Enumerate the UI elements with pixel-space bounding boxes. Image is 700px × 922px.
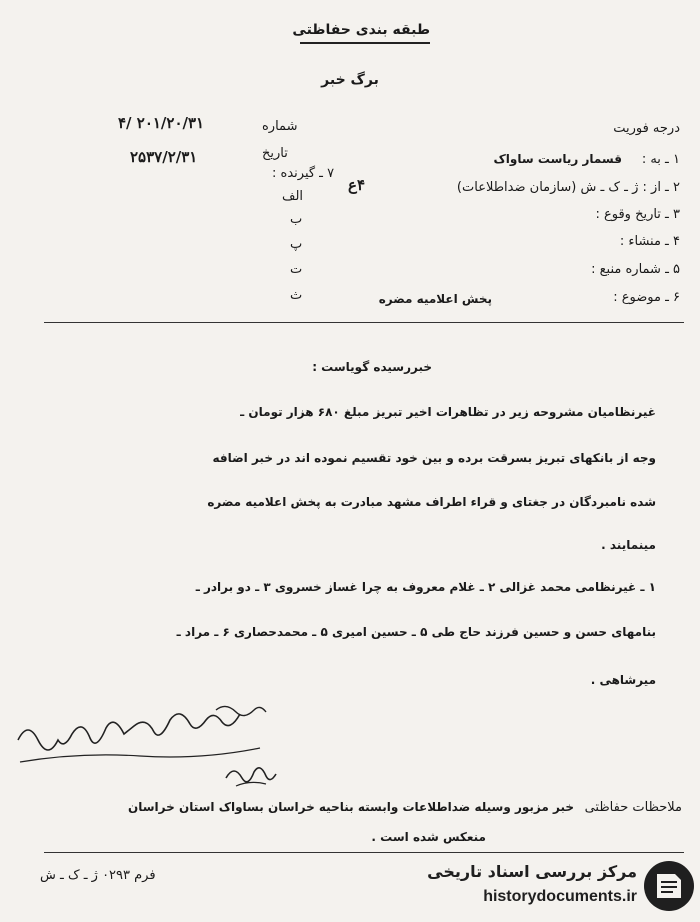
number-label: شماره [262, 119, 298, 134]
notes-label: ملاحظات حفاظتی [584, 800, 682, 815]
body-line: غیرنظامیان مشروحه زیر در تظاهرات اخیر تبریز مبلغ ۶۸۰ هزار تومان ـ [240, 405, 656, 419]
field-to-label: ۱ ـ به : [641, 152, 680, 167]
field-to-value: قسمار ریاست ساواک [493, 152, 622, 166]
field-subject-label: ۶ ـ موضوع : [613, 290, 680, 305]
watermark-url: historydocuments.ir [483, 888, 637, 905]
field-event-date-label: ۳ ـ تاریخ وقوع : [595, 207, 680, 222]
field-subject-value: پخش اعلامیه مضره [378, 292, 492, 306]
recipient-item: پ [290, 237, 303, 252]
field-from-value: ۴ع [348, 176, 366, 194]
classification-title: طبقه بندی حفاظتی [300, 22, 430, 44]
body-line: مینمایند . [601, 538, 656, 552]
recipient-item: ث [290, 288, 303, 303]
body-line: شده نامبردگان در جغتای و قراء اطراف مشهد مبادرت به پخش اعلامیه مضره [207, 495, 656, 509]
number-value: ۴/ ۲۰۱/۲۰/۳۱ [118, 114, 205, 132]
body-line: وجه از بانکهای تبریز بسرقت برده و بین خود تقسیم نموده اند در خبر اضافه [212, 451, 656, 465]
list-line: میرشاهی . [590, 673, 656, 687]
field-source-number-label: ۵ ـ شماره منبع : [591, 262, 680, 277]
priority-label: درجه فوریت [613, 121, 680, 136]
header-divider [44, 322, 684, 323]
recipient-item: ب [290, 212, 303, 227]
body-greeting: خبررسیده گویاست : [312, 360, 432, 374]
watermark-title: مرکز بررسی اسناد تاریخی [427, 862, 637, 881]
form-title: برگ خبر [321, 72, 379, 88]
recipients-label: ۷ ـ گیرنده : [272, 166, 335, 181]
watermark [412, 856, 697, 918]
recipient-item: ت [290, 262, 303, 277]
date-label: تاریخ [262, 146, 288, 161]
footer-divider [44, 852, 684, 853]
date-value: ۲۵۳۷/۲/۳۱ [130, 148, 198, 166]
list-line: بنامهای حسن و حسین فرزند حاج طی ۵ ـ حسین امیری ۵ ـ محمدحصاری ۶ ـ مراد ـ [176, 625, 656, 639]
form-number: فرم ۰۲۹۳ ژ ـ ک ـ ش [40, 868, 156, 883]
notes-text-line2: منعکس شده است . [371, 830, 486, 844]
field-from-label: ۲ ـ از : ژ ـ ک ـ ش (سازمان ضداطلاعات) [456, 180, 680, 195]
list-line: ۱ ـ غیرنظامی محمد غزالی ۲ ـ غلام معروف به چرا غساز خسروی ۳ ـ دو برادر ـ [195, 580, 656, 594]
archive-logo-icon [641, 858, 697, 914]
recipient-item: الف [282, 189, 304, 204]
handwritten-mark [220, 758, 280, 792]
field-origin-label: ۴ ـ منشاء : [619, 234, 680, 249]
notes-text-line1: خبر مزبور وسیله ضداطلاعات وابسته بناحیه خراسان بساواک استان خراسان [128, 800, 574, 814]
